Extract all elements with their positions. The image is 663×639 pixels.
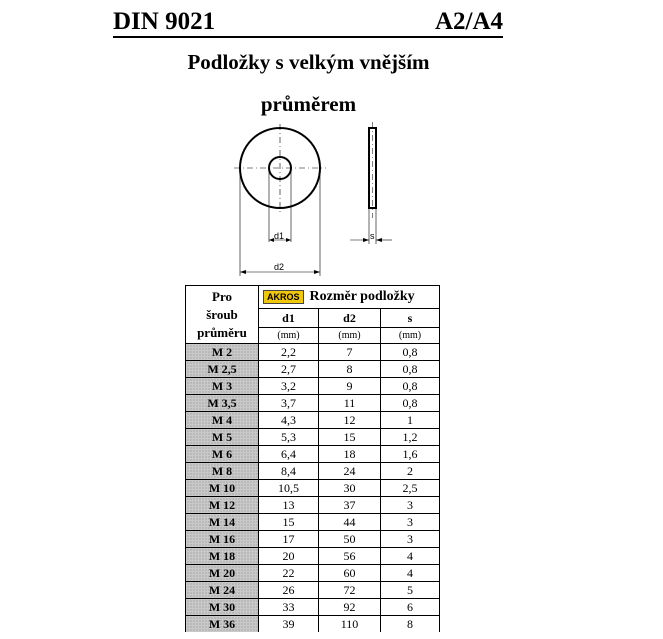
d1-cell: 15 xyxy=(259,514,319,531)
d2-cell: 18 xyxy=(319,446,381,463)
s-cell: 3 xyxy=(381,531,440,548)
d1-cell: 33 xyxy=(259,599,319,616)
d2-cell: 92 xyxy=(319,599,381,616)
d1-cell: 22 xyxy=(259,565,319,582)
thread-size-cell: M 14 xyxy=(186,514,259,531)
s-cell: 0,8 xyxy=(381,395,440,412)
pro-line-1: Pro xyxy=(212,288,232,304)
d2-cell: 60 xyxy=(319,565,381,582)
table-row xyxy=(186,378,440,395)
table-row xyxy=(186,599,440,616)
title-line-1: Podložky s velkým vnějším xyxy=(187,50,430,74)
s-cell: 4 xyxy=(381,565,440,582)
pro-header-cell xyxy=(186,286,259,344)
table-row xyxy=(186,446,440,463)
d1-cell: 20 xyxy=(259,548,319,565)
table-row xyxy=(186,497,440,514)
s-cell: 3 xyxy=(381,514,440,531)
d1-cell: 5,3 xyxy=(259,429,319,446)
d1-cell: 39 xyxy=(259,616,319,633)
s-cell: 5 xyxy=(381,582,440,599)
table-row xyxy=(186,412,440,429)
table-body xyxy=(186,344,440,633)
s-cell: 8 xyxy=(381,616,440,633)
table-row xyxy=(186,548,440,565)
thread-size-cell: M 24 xyxy=(186,582,259,599)
table-row xyxy=(186,480,440,497)
thread-size-cell: M 6 xyxy=(186,446,259,463)
thread-size-cell: M 3 xyxy=(186,378,259,395)
washer-side-view xyxy=(350,122,392,244)
thread-size-cell: M 2,5 xyxy=(186,361,259,378)
thread-size-cell: M 3,5 xyxy=(186,395,259,412)
s-cell: 2 xyxy=(381,463,440,480)
d1-cell: 3,2 xyxy=(259,378,319,395)
thread-size-cell: M 2 xyxy=(186,344,259,361)
washer-drawing xyxy=(220,118,420,278)
s-cell: 3 xyxy=(381,497,440,514)
group-header xyxy=(259,286,440,309)
table-row xyxy=(186,395,440,412)
material-grade: A2/A4 xyxy=(434,8,503,35)
table-row xyxy=(186,565,440,582)
d1-cell: 26 xyxy=(259,582,319,599)
table-row xyxy=(186,531,440,548)
thread-size-cell: M 16 xyxy=(186,531,259,548)
s-cell: 4 xyxy=(381,548,440,565)
d2-cell: 30 xyxy=(319,480,381,497)
thread-size-cell: M 18 xyxy=(186,548,259,565)
table-row xyxy=(186,361,440,378)
d2-label: d2 xyxy=(274,262,285,272)
pro-line-2: šroub xyxy=(206,306,238,322)
d2-cell: 9 xyxy=(319,378,381,395)
d2-cell: 44 xyxy=(319,514,381,531)
table-row xyxy=(186,463,440,480)
s-cell: 0,8 xyxy=(381,378,440,395)
standard-code: DIN 9021 xyxy=(113,8,216,35)
table-row xyxy=(186,429,440,446)
dimension-table xyxy=(185,285,440,632)
table-row xyxy=(186,582,440,599)
col-header-d1: d1 xyxy=(259,309,319,328)
thread-size-cell: M 36 xyxy=(186,616,259,633)
d2-cell: 15 xyxy=(319,429,381,446)
d1-cell: 17 xyxy=(259,531,319,548)
d2-cell: 56 xyxy=(319,548,381,565)
thread-size-cell: M 12 xyxy=(186,497,259,514)
s-cell: 0,8 xyxy=(381,344,440,361)
thread-size-cell: M 4 xyxy=(186,412,259,429)
thread-size-cell: M 30 xyxy=(186,599,259,616)
d2-cell: 24 xyxy=(319,463,381,480)
akros-logo: AKROS xyxy=(263,290,304,304)
group-header-label: Rozměr podložky xyxy=(309,289,415,304)
thread-size-cell: M 5 xyxy=(186,429,259,446)
s-cell: 0,8 xyxy=(381,361,440,378)
thread-size-cell: M 8 xyxy=(186,463,259,480)
d2-cell: 12 xyxy=(319,412,381,429)
d2-cell: 11 xyxy=(319,395,381,412)
col-header-d2: d2 xyxy=(319,309,381,328)
d2-cell: 7 xyxy=(319,344,381,361)
d2-cell: 110 xyxy=(319,616,381,633)
title-line-2: průměrem xyxy=(260,92,357,116)
thread-size-cell: M 20 xyxy=(186,565,259,582)
d2-cell: 37 xyxy=(319,497,381,514)
col-unit-d1: (mm) xyxy=(259,328,319,344)
d1-cell: 6,4 xyxy=(259,446,319,463)
s-cell: 6 xyxy=(381,599,440,616)
d1-cell: 13 xyxy=(259,497,319,514)
table-row xyxy=(186,344,440,361)
document-header xyxy=(113,8,503,38)
d1-label: d1 xyxy=(274,231,285,241)
d2-cell: 72 xyxy=(319,582,381,599)
d1-cell: 4,3 xyxy=(259,412,319,429)
d2-cell: 50 xyxy=(319,531,381,548)
d1-cell: 3,7 xyxy=(259,395,319,412)
s-label: s xyxy=(370,231,375,241)
d1-cell: 2,2 xyxy=(259,344,319,361)
col-unit-d2: (mm) xyxy=(319,328,381,344)
d1-cell: 2,7 xyxy=(259,361,319,378)
s-cell: 1 xyxy=(381,412,440,429)
col-unit-s: (mm) xyxy=(381,328,440,344)
d1-cell: 8,4 xyxy=(259,463,319,480)
washer-front-view xyxy=(234,124,326,276)
s-cell: 1,6 xyxy=(381,446,440,463)
s-cell: 1,2 xyxy=(381,429,440,446)
col-header-s: s xyxy=(381,309,440,328)
table-row xyxy=(186,616,440,633)
d1-cell: 10,5 xyxy=(259,480,319,497)
s-cell: 2,5 xyxy=(381,480,440,497)
thread-size-cell: M 10 xyxy=(186,480,259,497)
pro-line-3: průměru xyxy=(197,324,247,340)
table-row xyxy=(186,514,440,531)
d2-cell: 8 xyxy=(319,361,381,378)
